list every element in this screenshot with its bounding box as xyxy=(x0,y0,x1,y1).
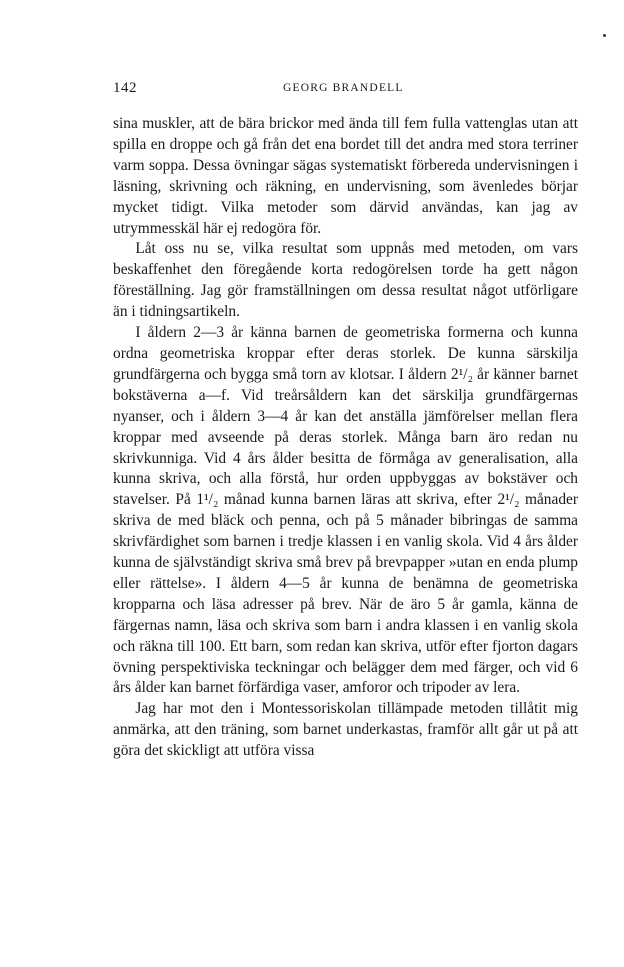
paragraph: Låt oss nu se, vilka resultat som uppnås med metoden, om vars beskaffenhet den föregående korta redogörelsen torde ha gett någon föreställning. Jag gör framställningen om dessa resultat något utförligare än i tidningsartikeln. xyxy=(113,240,578,321)
paragraph: I åldern 2—3 år känna barnen de geometriska formerna och kunna ordna geometriska kroppar efter deras storlek. De kunna särskilja grundfärgerna och bygga små torn av klotsar. I åldern 2¹/₂ år känner barnet bokstäverna a—f. Vid treårsåldern kan det särskilja grundfärgernas nyanser, och i åldern 3—4 år kan det anställa jämförelser mellan flera kroppar med avseende på deras storlek. Många barn äro redan nu skrivkunniga. Vid 4 års ålder besitta de förmåga av generalisation, alla kunna skriva, och alla förstå, hur orden uppbyggas av bokstäver och stavelser. På 1¹/₂ månad kunna barnen läras att skriva, efter 2¹/₂ månader skriva de med bläck och penna, och på 5 månader bibringas de samma skrivfärdighet som barnen i tredje klassen i en vanlig skola. Vid 4 års ålder kunna de självständigt skriva små brev på brevpapper »utan en enda plump eller rättelse». I åldern 4—5 år kunna de benämna de geometriska kropparna och läsa adresser på brev. När de äro 5 år gamla, känna de färgernas namn, läsa och skriva som barn i andra klassen i en vanlig skola och räkna till 100. Ett barn, som redan kan skriva, utför efter fjorton dagars övning perspektiviska teckningar och belägger dem med färger, och vid 6 års ålder kan barnet förfärdiga vaser, amforor och tripoder av lera. xyxy=(113,324,578,697)
running-title: GEORG BRANDELL xyxy=(283,82,404,94)
paragraph: Jag har mot den i Montessoriskolan tillämpade metoden tillåtit mig anmärka, att den träning, som barnet underkastas, framför allt går ut på att göra det skickligt att utföra vissa xyxy=(113,700,578,760)
page-number: 142 xyxy=(113,80,137,96)
scan-speck xyxy=(603,34,606,37)
paragraph: sina muskler, att de bära brickor med ända till fem fulla vattenglas utan att spilla en droppe och gå från det ena bordet till det andra med stora terriner varm soppa. Dessa övningar sägas systematiskt förbereda undervisningen i läsning, skrivning och räkning, en undervisning, som ävenledes börjar mycket tidigt. Vilka metoder som därvid användas, kan jag av utrymmesskäl här ej redogöra för. xyxy=(113,115,578,237)
body-text xyxy=(113,114,578,762)
page-header xyxy=(113,80,580,100)
